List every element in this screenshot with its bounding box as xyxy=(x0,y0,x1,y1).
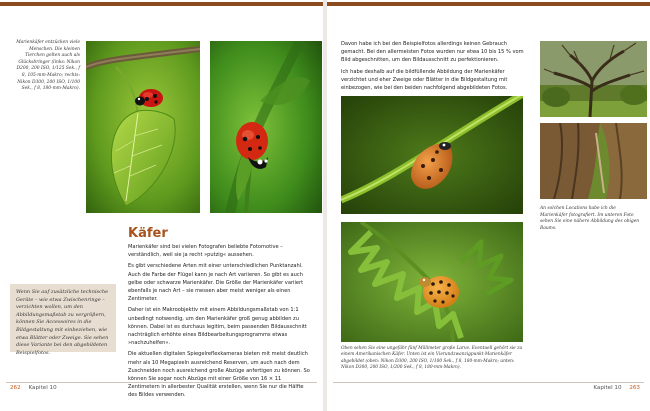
top-bar xyxy=(0,2,323,6)
chapter-label: Kapitel 10 xyxy=(593,385,622,391)
top-bar xyxy=(327,2,650,6)
paragraph: Es gibt verschiedene Arten mit einer unterschiedlichen Punktanzahl. Auch die Farbe der Flügel kann je nach Art variieren. So gibt es auch gelbe oder schwarze Marienkäfer. Die Größe der Marienkäfer variiert ebenfalls je nach Art – sie messen aber meist weniger als einen Zentimeter. xyxy=(128,263,304,303)
footer-rule xyxy=(333,382,644,383)
side-caption: An solchen Locations habe ich die Marienkäfer fotografiert. Im unteren Foto sehen Sie eine nähere Abbildung des obigen Baums. xyxy=(540,206,640,231)
paragraph: Marienkäfer sind bei vielen Fotografen beliebte Fotomotive – verständlich, weil sie ja recht »putzig« aussehen. xyxy=(128,244,283,259)
right-page xyxy=(327,0,650,411)
paragraph: Die aktuellen digitalen Spiegelreflexkameras bieten mit meist deutlich mehr als 10 Megapixeln ausreichend Reserven, um auch nach dem Zuschneiden noch ausreichend große Abzüge anfertigen zu können. So können Sie sogar noch Abzüge mit einer Größe von 16 × 11 Zentimetern in allerbester Qualität erstellen, wenn Sie nur die Hälfte des Bildes verwenden. xyxy=(128,351,310,399)
page-number: 262 xyxy=(10,385,21,391)
left-body-text xyxy=(128,243,312,403)
right-body-text xyxy=(341,40,531,95)
section-heading: Käfer xyxy=(128,226,168,241)
bottom-caption: Oben sehen Sie eine ungefähr fünf Millimeter große Larve. Eventuell gehört sie zu einem Amerikanischen Käfer. Unten ist ein Vierundzwanzigpunkt-Marienkäfer abgebildet (oben: Nikon D300, 200 ISO, 1/100 Sek., f 8, 180-mm-Makro; unten: Nikon D300, 200 ISO, 1/200 Sek., f 8, 180-mm-Makro). xyxy=(341,346,523,371)
paragraph: Ich habe deshalb auf die bildfüllende Abbildung der Marienkäfer verzichtet und eher Zweige oder Blätter in die Bildgestaltung mit einbezogen, wie bei den beiden nachfolgend abgebildeten Fotos. xyxy=(341,68,508,92)
larva-photo xyxy=(341,96,523,214)
spotted-ladybird-photo xyxy=(341,222,523,342)
left-footer xyxy=(10,385,57,391)
paragraph: Davon habe ich bei den Beispielfotos allerdings keinen Gebrauch gemacht. Bei den allermeisten Fotos wurden nur etwa 10 bis 15 % vom Bild abgeschnitten, um den Bildausschnitt zu perfektionieren. xyxy=(341,41,524,64)
tree-trunk-photo xyxy=(540,123,647,199)
page-number: 263 xyxy=(629,385,640,391)
tip-infobox: Wenn Sie auf zusätzliche technische Geräte – wie etwa Zwischenringe – verzichten wollen, um den Abbildungsmaßstab zu vergrößern, können Sie Accessoires in die Bildgestaltung mit einbeziehen, wie etwa Blätter oder Zweige. Sie sehen diese Variante bei den abgebildeten Beispielfotos. xyxy=(10,284,116,352)
ladybug-leaf-photo xyxy=(86,41,200,213)
footer-rule xyxy=(6,382,317,383)
chapter-label: Kapitel 10 xyxy=(28,385,57,391)
left-page xyxy=(0,0,323,411)
right-footer xyxy=(593,385,640,391)
ladybug-plant-photo xyxy=(210,41,322,213)
tree-photo xyxy=(540,41,647,117)
paragraph: Daher ist ein Makroobjektiv mit einem Abbildungsmaßstab von 1:1 unbedingt notwendig, um den Marienkäfer groß genug abbilden zu können. Dabei ist es durchaus legitim, beim passenden Bildausschnitt nachträglich erhöhte eines Bildbearbeitungsprogramms etwas »nachzuhelfen«. xyxy=(128,307,307,347)
left-photo-caption: Marienkäfer entzücken viele Menschen. Die kleinen Tierchen gelten auch als Glücksbringer (links: Nikon D200, 200 ISO, 1/125 Sek., f 8, 105-mm-Makro; rechts: Nikon D300, 200 ISO, 1/100 Sek., f 8, 180-mm-Makro). xyxy=(16,40,80,92)
